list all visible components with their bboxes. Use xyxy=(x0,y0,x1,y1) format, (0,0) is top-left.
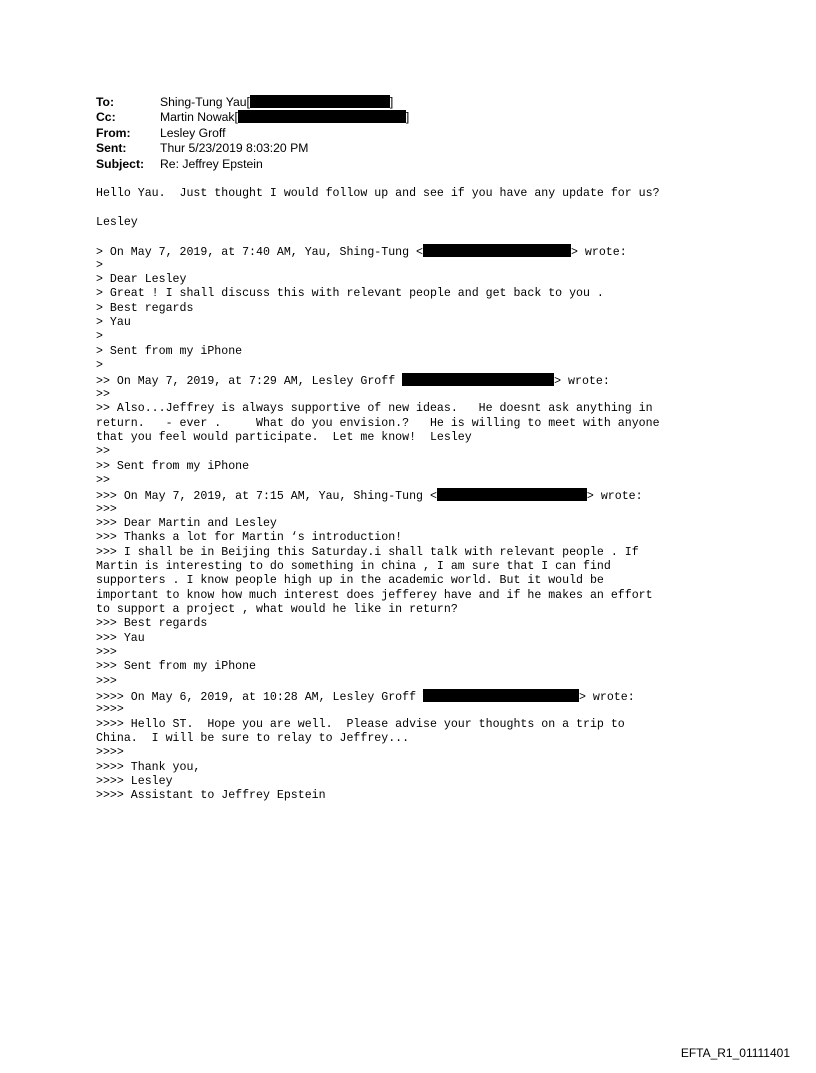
body-line: > xyxy=(96,330,103,344)
email-body xyxy=(96,187,660,804)
sent-value: Thur 5/23/2019 8:03:20 PM xyxy=(160,141,309,156)
body-line xyxy=(96,201,660,215)
body-line: >> xyxy=(96,387,110,401)
body-line xyxy=(96,230,660,244)
to-label: To: xyxy=(96,95,115,109)
sent-label: Sent: xyxy=(96,141,127,156)
to-value xyxy=(160,95,393,110)
body-line: return. - ever . What do you envision.? He is willing to meet with anyone xyxy=(96,416,660,430)
body-line: >> xyxy=(96,473,110,487)
body-line: >>> Yau xyxy=(96,631,145,645)
body-line: to support a project , what would he like in return? xyxy=(96,602,458,616)
body-line: >> Sent from my iPhone xyxy=(96,459,250,473)
body-line: China. I will be sure to relay to Jeffrey... xyxy=(96,732,410,746)
body-line: >>>> xyxy=(96,703,124,717)
body-line: Martin is interesting to do something in china , I am sure that I can find xyxy=(96,559,611,573)
cc-value xyxy=(160,110,409,125)
body-line: >>>> Hello ST. Hope you are well. Please advise your thoughts on a trip to xyxy=(96,717,625,731)
body-line: >> xyxy=(96,445,110,459)
quote-header-text: > On May 7, 2019, at 7:40 AM, Yau, Shing-Tung < xyxy=(96,246,423,260)
body-line: >>>> Lesley xyxy=(96,775,173,789)
body-line: >>> Best regards xyxy=(96,617,208,631)
document-id: EFTA_R1_01111401 xyxy=(680,1046,790,1060)
quote-header-tail: > wrote: xyxy=(554,375,610,389)
quote-header-tail: > wrote: xyxy=(586,490,643,504)
quote-header-text: >>> On May 7, 2019, at 7:15 AM, Yau, Shing-Tung < xyxy=(96,490,437,504)
quote-header-tail: > wrote: xyxy=(571,246,627,260)
body-line: > xyxy=(96,258,103,272)
body-line: >>> Thanks a lot for Martin ‘s introduction! xyxy=(96,531,403,545)
body-line: > Dear Lesley xyxy=(96,273,187,287)
body-line: > Sent from my iPhone xyxy=(96,344,243,358)
body-line: >> Also...Jeffrey is always supportive of new ideas. He doesnt ask anything in xyxy=(96,402,653,416)
redaction-bar xyxy=(402,373,554,386)
body-line: >>> I shall be in Beijing this Saturday.i shall talk with relevant people . If xyxy=(96,545,639,559)
from-label: From: xyxy=(96,125,131,140)
body-line: > xyxy=(96,359,103,373)
body-line: >>>> xyxy=(96,746,124,760)
body-line: >>> Sent from my iPhone xyxy=(96,660,257,674)
quote-header-line xyxy=(96,244,660,258)
quote-header-tail: > wrote: xyxy=(579,691,635,705)
body-line: that you feel would participate. Let me know! Lesley xyxy=(96,430,472,444)
from-value: Lesley Groff xyxy=(160,125,226,140)
quote-header-line xyxy=(96,488,660,502)
quote-header-line xyxy=(96,689,660,703)
subject-label: Subject: xyxy=(96,156,145,171)
quote-header-text: >> On May 7, 2019, at 7:29 AM, Lesley Groff xyxy=(96,375,403,389)
cc-label: Cc: xyxy=(96,110,116,125)
body-line: > Yau xyxy=(96,316,131,330)
redaction-bar xyxy=(437,488,587,501)
to-bracket: ] xyxy=(389,95,394,109)
body-line: >>> xyxy=(96,502,117,516)
body-line: > Great ! I shall discuss this with relevant people and get back to you . xyxy=(96,287,604,301)
body-line: >>>> Assistant to Jeffrey Epstein xyxy=(96,789,326,803)
body-line: >>> Dear Martin and Lesley xyxy=(96,516,277,530)
redaction-bar xyxy=(238,110,406,123)
body-line: >>> xyxy=(96,646,117,659)
body-line: Lesley xyxy=(96,215,138,229)
redaction-bar xyxy=(423,689,579,702)
to-name: Shing-Tung Yau[ xyxy=(160,95,250,109)
subject-value: Re: Jeffrey Epstein xyxy=(160,156,263,171)
body-line: >>> xyxy=(96,674,117,688)
quote-header-text: >>>> On May 6, 2019, at 10:28 AM, Lesley Groff xyxy=(96,691,423,705)
cc-name: Martin Nowak[ xyxy=(160,110,238,125)
cc-bracket: ] xyxy=(405,110,410,125)
redaction-bar xyxy=(423,244,571,257)
body-line: Hello Yau. Just thought I would follow up and see if you have any update for us? xyxy=(96,187,660,200)
redaction-bar xyxy=(250,95,390,108)
body-line: >>>> Thank you, xyxy=(96,760,201,774)
body-line: supporters . I know people high up in the academic world. But it would be xyxy=(96,574,604,588)
body-line: important to know how much interest does jefferey have and if he makes an effort xyxy=(96,588,653,602)
body-line: > Best regards xyxy=(96,301,194,315)
quote-header-line xyxy=(96,373,660,387)
